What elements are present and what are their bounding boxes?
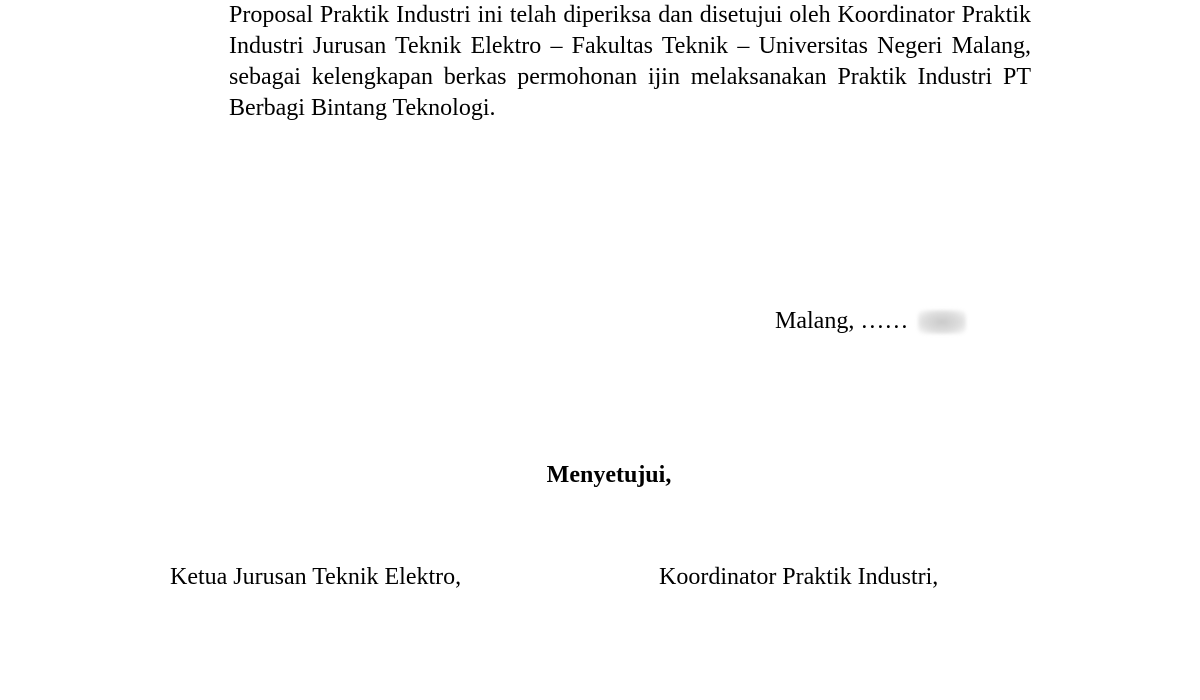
approval-heading: Menyetujui, xyxy=(546,462,672,488)
approval-statement-paragraph: Proposal Praktik Industri ini telah diperiksa dan disetujui oleh Koordinator Praktik Industri Jurusan Teknik Elektro – Fakultas Teknik – Universitas Negeri Malang, sebagai kelengkapan berkas permohonan ijin melaksanakan Praktik Industri PT Berbagi Bintang Teknologi. xyxy=(229,2,1031,121)
date-place-text: Malang, …… xyxy=(775,308,909,334)
signatory-right-title: Koordinator Praktik Industri, xyxy=(659,564,939,590)
date-line xyxy=(775,306,966,337)
signatory-left-title: Ketua Jurusan Teknik Elektro, xyxy=(170,564,462,590)
redacted-year xyxy=(918,310,966,334)
